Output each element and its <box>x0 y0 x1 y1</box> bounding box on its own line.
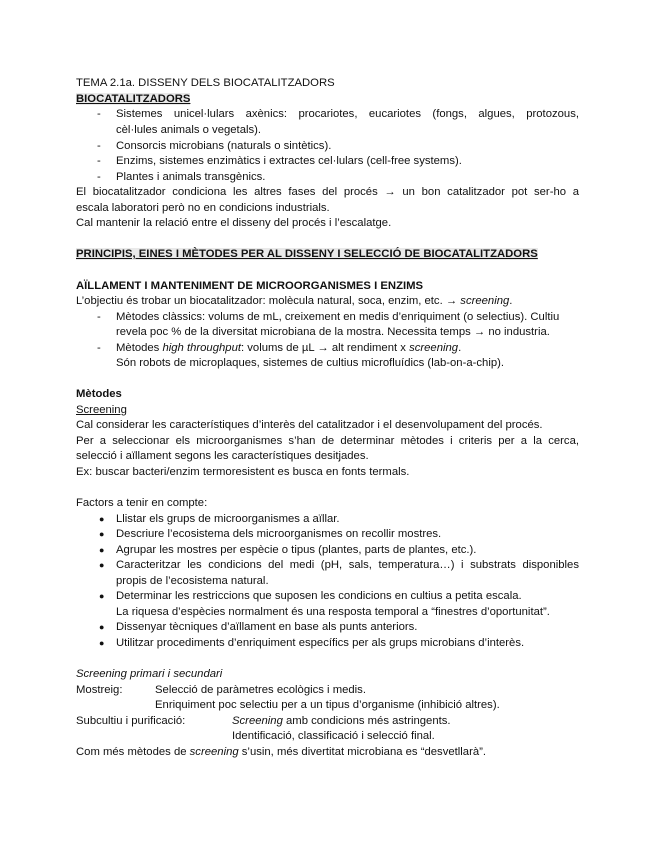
bullet-dot: ● <box>99 545 105 555</box>
bullet-item: Llistar els grups de microorganismes a aïllar. <box>116 513 340 525</box>
bullet-dot: ● <box>99 560 105 570</box>
bullet-dot: ● <box>99 591 105 601</box>
paragraph-line: escala laboratori però no en condicions industrials. <box>76 202 330 214</box>
list-item-continuation: revela poc % de la diversitat microbiana de la mostra. Necessita temps → no industria. <box>116 326 550 338</box>
paragraph-line: Ex: buscar bacteri/enzim termoresistent es busca en fonts termals. <box>76 466 410 478</box>
bullet-item-continuation: propis de l’ecosistema natural. <box>116 575 269 587</box>
bullet-dot: ● <box>99 638 105 648</box>
list-item: Mètodes clàssics: volums de mL, creixement en medis d’enriquiment (o selectius). Cultiu <box>116 311 560 323</box>
list-item: Consorcis microbians (naturals o sintètics). <box>116 140 332 152</box>
bullet-item: Dissenyar tècniques d’aïllament en base als punts anteriors. <box>116 621 418 633</box>
dash-bullet: - <box>97 171 101 183</box>
bullet-item-continuation: La riquesa d’espècies normalment és una resposta temporal a “finestres d’oportunitat”. <box>116 606 550 618</box>
term-description: Enriquiment poc selectiu per a un tipus d’organisme (inhibició altres). <box>155 699 500 711</box>
list-item-continuation: cèl·lules animals o vegetals). <box>116 124 262 136</box>
list-item: Enzims, sistemes enzimàtics i extractes cel·lulars (cell-free systems). <box>116 155 462 167</box>
paragraph-line: Cal considerar les característiques d’interès del catalitzador i el desenvolupament del procés. <box>76 419 543 431</box>
list-item: Plantes i animals transgènics. <box>116 171 266 183</box>
subheading-screening-primari: Screening primari i secundari <box>76 668 223 680</box>
list-item-continuation: Són robots de microplaques, sistemes de cultius microfluídics (lab-on-a-chip). <box>116 357 505 369</box>
term-description: Screening amb condicions més astringents. <box>232 715 451 727</box>
bullet-item: Caracteritzar les condicions del medi (pH, sals, temperatura…) i substrats disponibles <box>116 559 579 571</box>
paragraph-line: Factors a tenir en compte: <box>76 497 208 509</box>
document-title: TEMA 2.1a. DISSENY DELS BIOCATALITZADORS <box>76 77 335 89</box>
bullet-dot: ● <box>99 514 105 524</box>
bullet-item: Utilitzar procediments d’enriquiment específics per als grups microbians d’interès. <box>116 637 525 649</box>
dash-bullet: - <box>97 108 101 120</box>
dash-bullet: - <box>97 311 101 323</box>
bullet-item: Descriure l’ecosistema dels microorganismes on recollir mostres. <box>116 528 442 540</box>
section-heading-aillament: AÏLLAMENT I MANTENIMENT DE MICROORGANISMES I ENZIMS <box>76 280 424 292</box>
dash-bullet: - <box>97 155 101 167</box>
term-description: Selecció de paràmetres ecològics i medis. <box>155 684 366 696</box>
list-item: Sistemes unicel·lulars axènics: procariotes, eucariotes (fongs, algues, protozous, <box>116 108 579 120</box>
term-label-mostreig: Mostreig: <box>76 684 123 696</box>
subheading-screening: Screening <box>76 404 127 416</box>
bullet-item: Determinar les restriccions que suposen les condicions en cultius a petita escala. <box>116 590 522 602</box>
dash-bullet: - <box>97 342 101 354</box>
paragraph-line: Com més mètodes de screening s’usin, més divertitat microbiana es “desvetllarà”. <box>76 746 487 758</box>
section-heading-principis: PRINCIPIS, EINES I MÈTODES PER AL DISSENY I SELECCIÓ DE BIOCATALITZADORS <box>76 248 538 260</box>
paragraph-line: selecció i aïllament segons les característiques desitjades. <box>76 450 369 462</box>
paragraph-line: Per a seleccionar els microorganismes s’han de determinar mètodes i criteris per a la cerca, <box>76 435 579 447</box>
paragraph-line: El biocatalitzador condiciona les altres fases del procés → un bon catalitzador pot ser-ho a <box>76 186 579 198</box>
term-label-subcultiu: Subcultiu i purificació: <box>76 715 186 727</box>
bullet-item: Agrupar les mostres per espècie o tipus (plantes, parts de plantes, etc.). <box>116 544 477 556</box>
list-item: Mètodes high throughput: volums de µL → alt rendiment x screening. <box>116 342 462 354</box>
bullet-dot: ● <box>99 622 105 632</box>
paragraph-line: Cal mantenir la relació entre el disseny del procés i l’escalatge. <box>76 217 392 229</box>
section-heading-biocatalitzadors: BIOCATALITZADORS <box>76 93 191 105</box>
dash-bullet: - <box>97 140 101 152</box>
bullet-dot: ● <box>99 529 105 539</box>
paragraph-line: L’objectiu és trobar un biocatalitzador: molècula natural, soca, enzim, etc. → screening. <box>76 295 513 307</box>
section-heading-metodes: Mètodes <box>76 388 122 400</box>
term-description: Identificació, classificació i selecció final. <box>232 730 435 742</box>
